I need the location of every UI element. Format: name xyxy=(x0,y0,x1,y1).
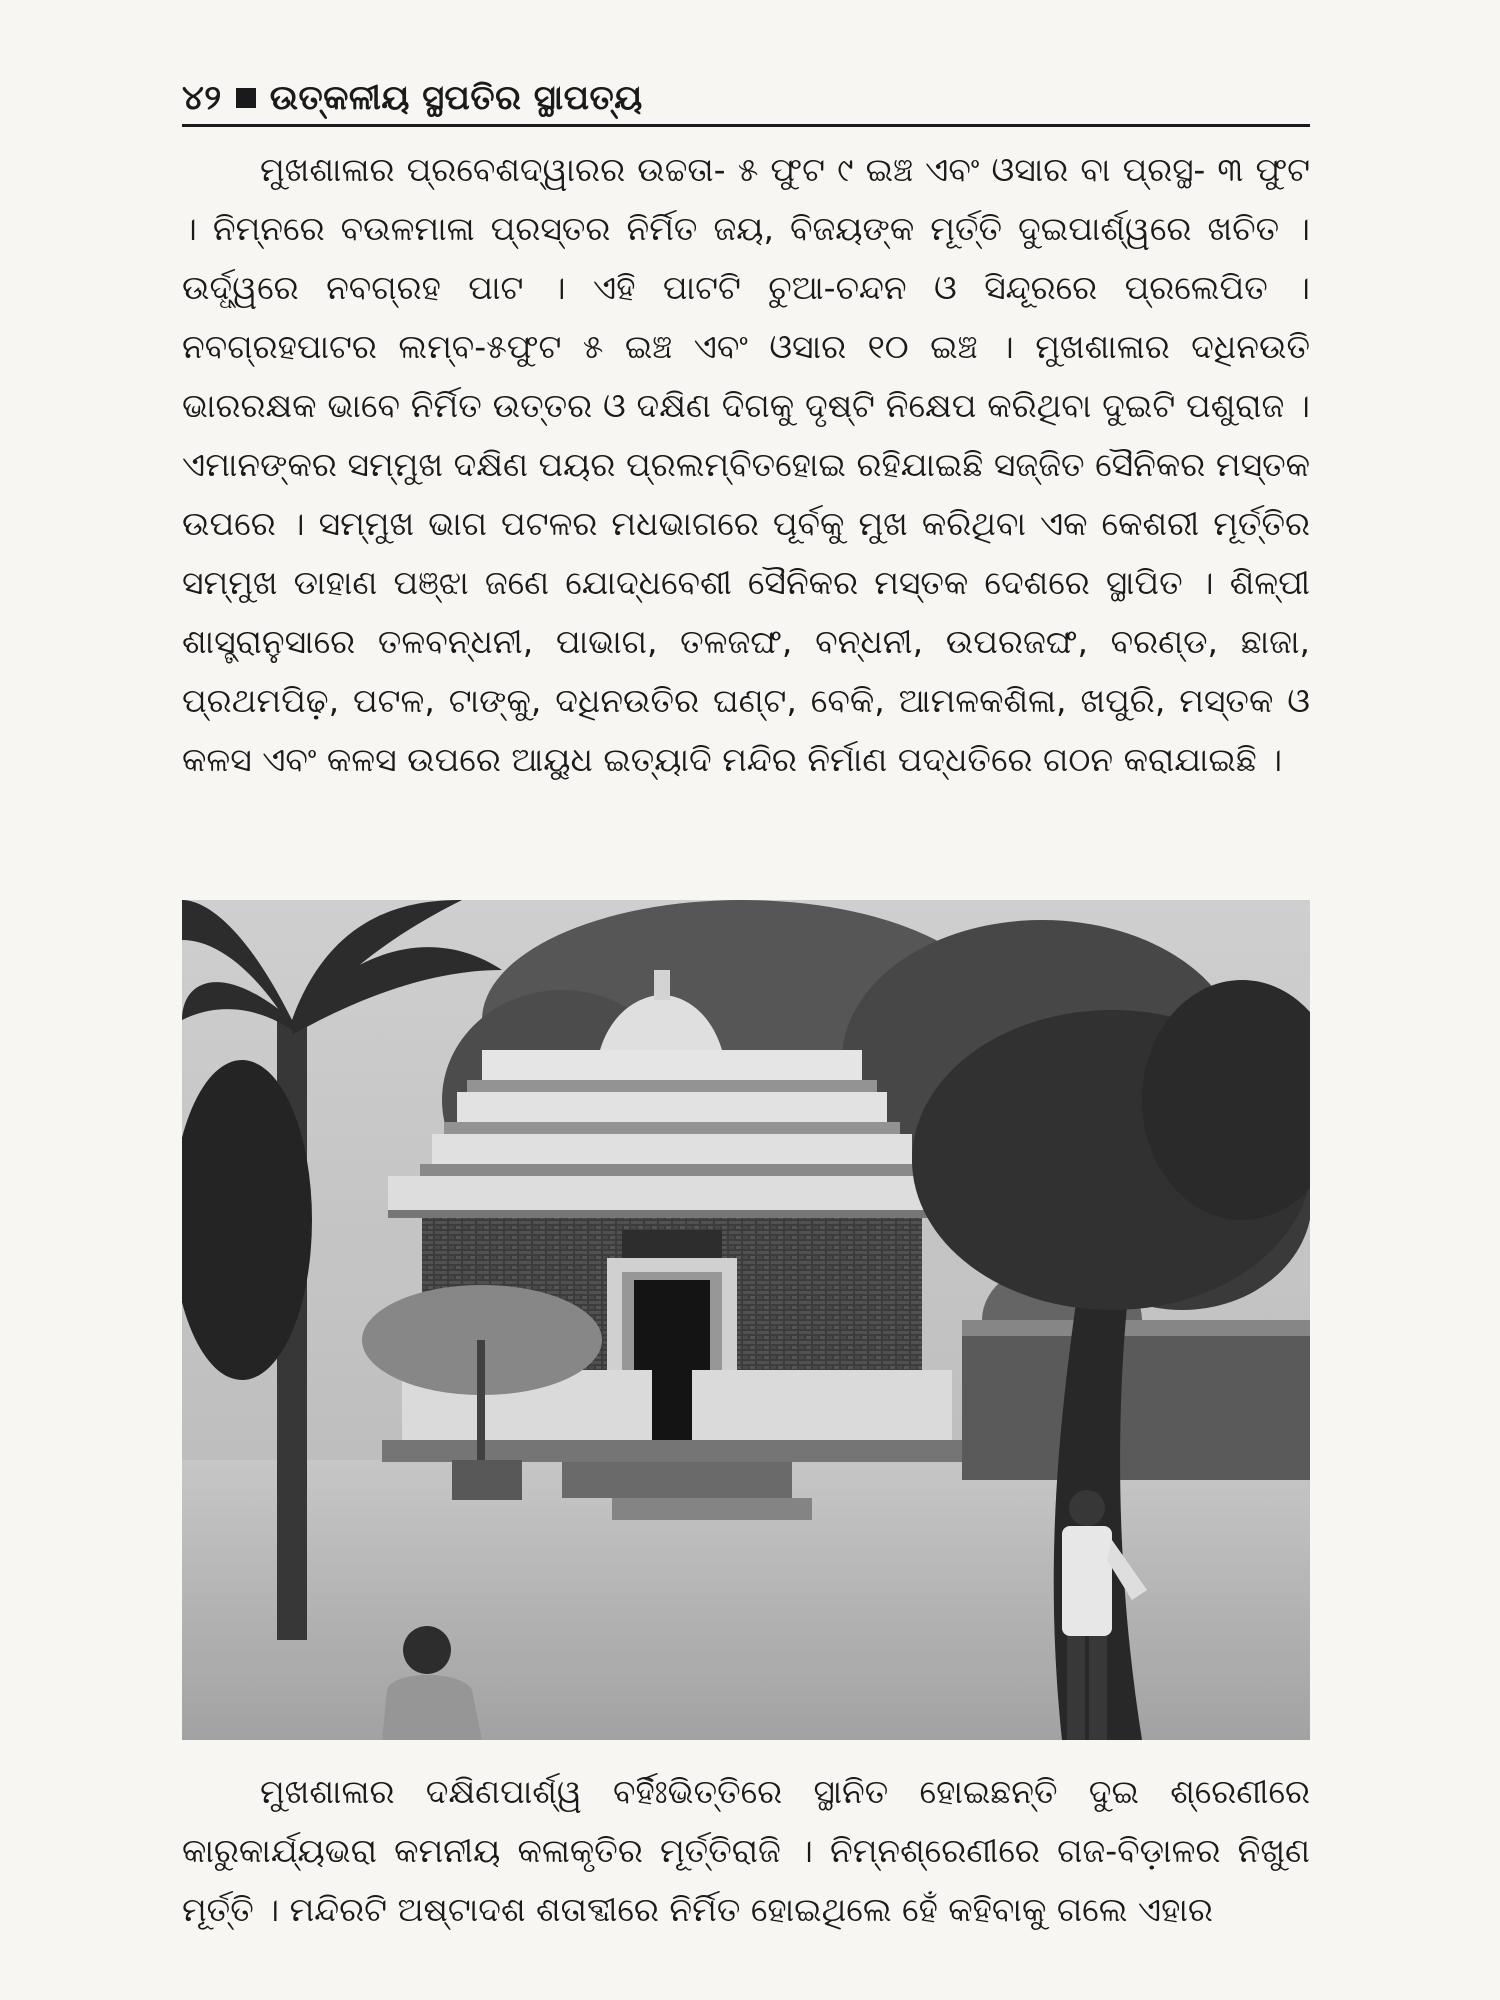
page-number: ୪୨ xyxy=(182,78,222,118)
header-bullet-square xyxy=(236,88,256,108)
running-title: ଉତ୍କଳୀୟ ସ୍ଥପତିର ସ୍ଥାପତ୍ୟ xyxy=(269,78,643,118)
running-header xyxy=(182,72,1310,124)
temple-photograph xyxy=(182,900,1310,1740)
header-rule xyxy=(182,124,1310,127)
paragraph-1: ମୁଖଶାଳାର ପ୍ରବେଶଦ୍ୱାରର ଉଚ୍ଚତା- ୫ ଫୁଟ ୯ ଇଞ୍ଚ ଏବଂ ଓସାର ବା ପ୍ରସ୍ଥ- ୩ ଫୁଟ । ନିମ୍ନରେ ବଉଳମାଳା ପ୍ରସ୍ତର ନିର୍ମିତ ଜୟ, ବିଜୟଙ୍କ ମୂର୍ତ୍ତି ଦୁଇପାର୍ଶ୍ୱରେ ଖଚିତ । ଉର୍ଦ୍ଧ୍ୱରେ ନବଗ୍ରହ ପାଟ । ଏହି ପାଟଟି ଚୁଆ-ଚନ୍ଦନ ଓ ସିନ୍ଦୂରରେ ପ୍ରଲେପିତ । ନବଗ୍ରହପାଟର ଲମ୍ବ-୫ଫୁଟ ୫ ଇଞ୍ଚ ଏବଂ ଓସାର ୧୦ ଇଞ୍ଚ । ମୁଖଶାଳାର ଦଧିନଉତି ଭାରରକ୍ଷକ ଭାବେ ନିର୍ମିତ ଉତ୍ତର ଓ ଦକ୍ଷିଣ ଦିଗକୁ ଦୃଷ୍ଟି ନିକ୍ଷେପ କରିଥିବା ଦୁଇଟି ପଶୁରାଜ । ଏମାନଙ୍କର ସମ୍ମୁଖ ଦକ୍ଷିଣ ପୟର ପ୍ରଲମ୍ବିତହୋଇ ରହିଯାଇଛି ସଜ୍ଜିତ ସୈନିକର ମସ୍ତକ ଉପରେ । ସମ୍ମୁଖ ଭାଗ ପଟଳର ମଧଭାଗରେ ପୂର୍ବକୁ ମୁଖ କରିଥିବା ଏକ କେଶରୀ ମୂର୍ତ୍ତିର ସମ୍ମୁଖ ଡାହାଣ ପଞ୍ଝା ଜଣେ ଯୋଦ୍ଧବେଶୀ ସୈନିକର ମସ୍ତକ ଦେଶରେ ସ୍ଥାପିତ । ଶିଳ୍ପୀ ଶାସ୍ତ୍ରାନୁସାରେ ତଳବନ୍ଧନୀ, ପାଭାଗ, ତଳଜଙ୍ଘ, ବନ୍ଧନୀ, ଉପରଜଙ୍ଘ, ବରଣ୍ଡ, ଛାଜା, ପ୍ରଥମପିଢ଼, ପଟଳ, ଟାଙ୍କୁ, ଦଧିନଉତିର ଘଣ୍ଟ, ବେକି, ଆମଳକଶିଳା, ଖପୁରି, ମସ୍ତକ ଓ କଳସ ଏବଂ କଳସ ଉପରେ ଆୟୁଧ ଇତ୍ୟାଦି ମନ୍ଦିର ନିର୍ମାଣ ପଦ୍ଧତିରେ ଗଠନ କରାଯାଇଛି । xyxy=(182,150,1310,779)
paragraph-2: ମୁଖଶାଳାର ଦକ୍ଷିଣପାର୍ଶ୍ୱ ବର୍ହିଃଭିତ୍ତିରେ ସ୍ଥାନିତ ହୋଇଛନ୍ତି ଦୁଇ ଶ୍ରେଣୀରେ କାରୁକାର୍ଯ୍ୟଭରା କମନୀୟ କଳାକୃତିର ମୂର୍ତ୍ତିରାଜି । ନିମ୍ନଶ୍ରେଣୀରେ ଗଜ-ବିଡ଼ାଳର ନିଖୁଣ ମୂର୍ତ୍ତି । ମନ୍ଦିରଟି ଅଷ୍ଟାଦଶ ଶତାବ୍ଦୀରେ ନିର୍ମିତ ହୋଇଥିଲେ ହେଁ କହିବାକୁ ଗଲେ ଏହାର xyxy=(182,1772,1310,1929)
